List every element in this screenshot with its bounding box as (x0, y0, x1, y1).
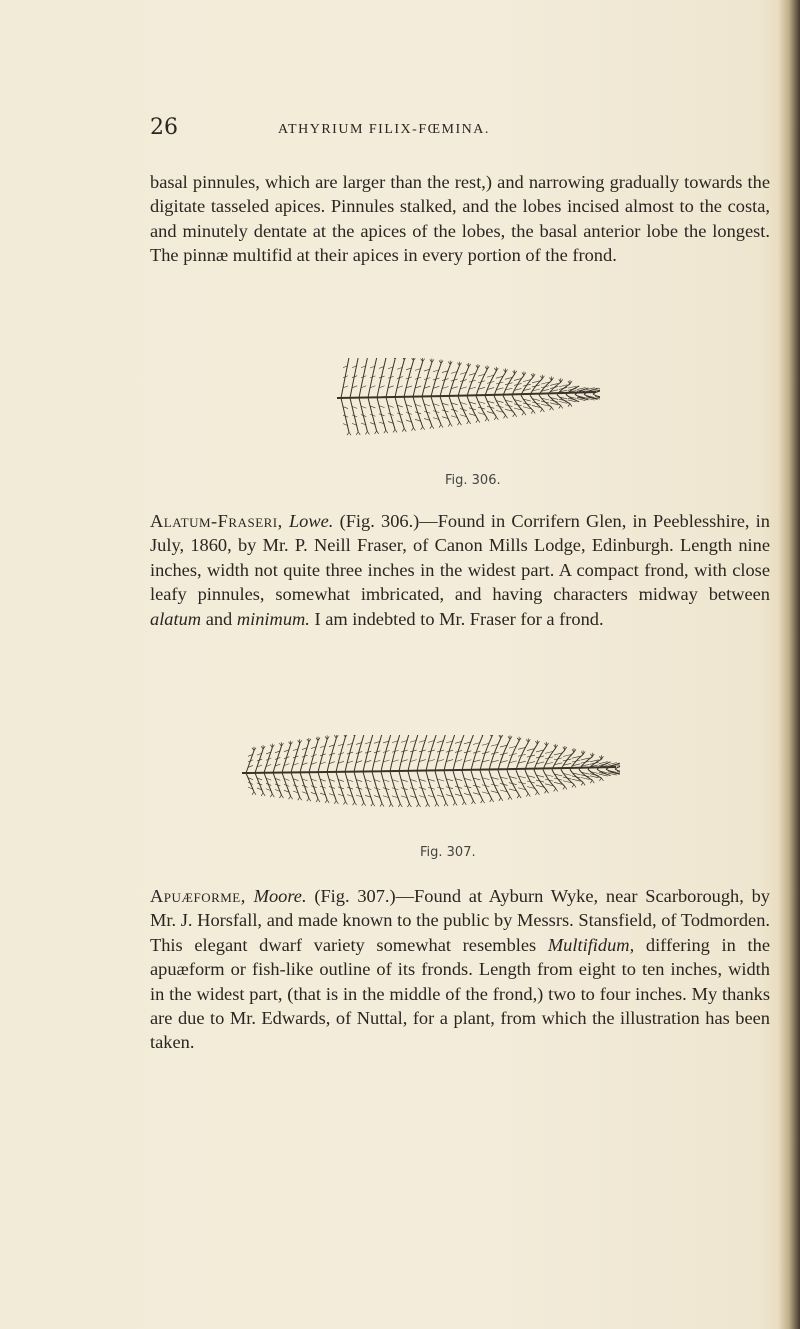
fern-frond-illustration-307 (240, 735, 620, 825)
figure-306-caption: Fig. 306. (445, 473, 501, 488)
figure-307 (240, 735, 620, 825)
variety-name: Alatum-Fraseri, (150, 511, 283, 531)
paragraph-text: (Fig. 306.)—Found in Corrifern Glen, in Peeblesshire, in July, 1860, by Mr. P. Neill Fraser, of Canon Mills Lodge, Edinburgh. Length nine inches, width not quite three inches in the widest part. A compact frond, with close leafy pinnules, somewhat imbricated, and having characters midway between (150, 511, 770, 605)
author-name: Moore. (253, 886, 307, 906)
page-edge-shadow (778, 0, 800, 1329)
figure-307-caption: Fig. 307. (420, 845, 476, 860)
paragraph-alatum-fraseri (150, 509, 770, 631)
term-italic: Multifidum, (547, 934, 635, 955)
paragraph-text: differing in the apuæform or fish-like outline of its fronds. Length from eight to ten inches, width in the widest part, (that is in the middle of the frond,) two to four inches. My thanks are due to Mr. Edwards, of Nuttal, for a plant, from which the illustration has been taken. (150, 934, 770, 1053)
paragraph-text: (Fig. 307.)—Found at Ayburn Wyke, near Scarborough, by Mr. J. Horsfall, and made known to the public by Messrs. Stansfield, of Todmorden. This elegant dwarf variety somewhat resembles (150, 886, 770, 955)
paragraph-text: I am indebted to Mr. Fraser for a frond. (309, 608, 604, 629)
author-name: Lowe. (288, 511, 334, 531)
paragraph-continuation: basal pinnules, which are larger than the rest,) and narrowing gradually towards the digitate tasseled apices. Pinnules stalked, and the lobes incised almost to the costa, and minutely dentate at the apices of the lobes, the basal anterior lobe the longest. The pinnæ multifid at their apices in every portion of the frond. (150, 172, 770, 266)
term-italic: alatum (150, 608, 202, 629)
page-number: 26 (150, 115, 178, 140)
term-italic: minimum. (236, 608, 310, 629)
figure-306 (335, 358, 600, 448)
fern-frond-illustration-306 (335, 358, 600, 448)
paragraph-apuaeforme (150, 884, 770, 1055)
paragraph-text: and (201, 608, 237, 629)
running-head: ATHYRIUM FILIX-FŒMINA. (278, 122, 490, 137)
page-header (150, 115, 750, 145)
variety-name: Apuæforme, (150, 886, 246, 906)
